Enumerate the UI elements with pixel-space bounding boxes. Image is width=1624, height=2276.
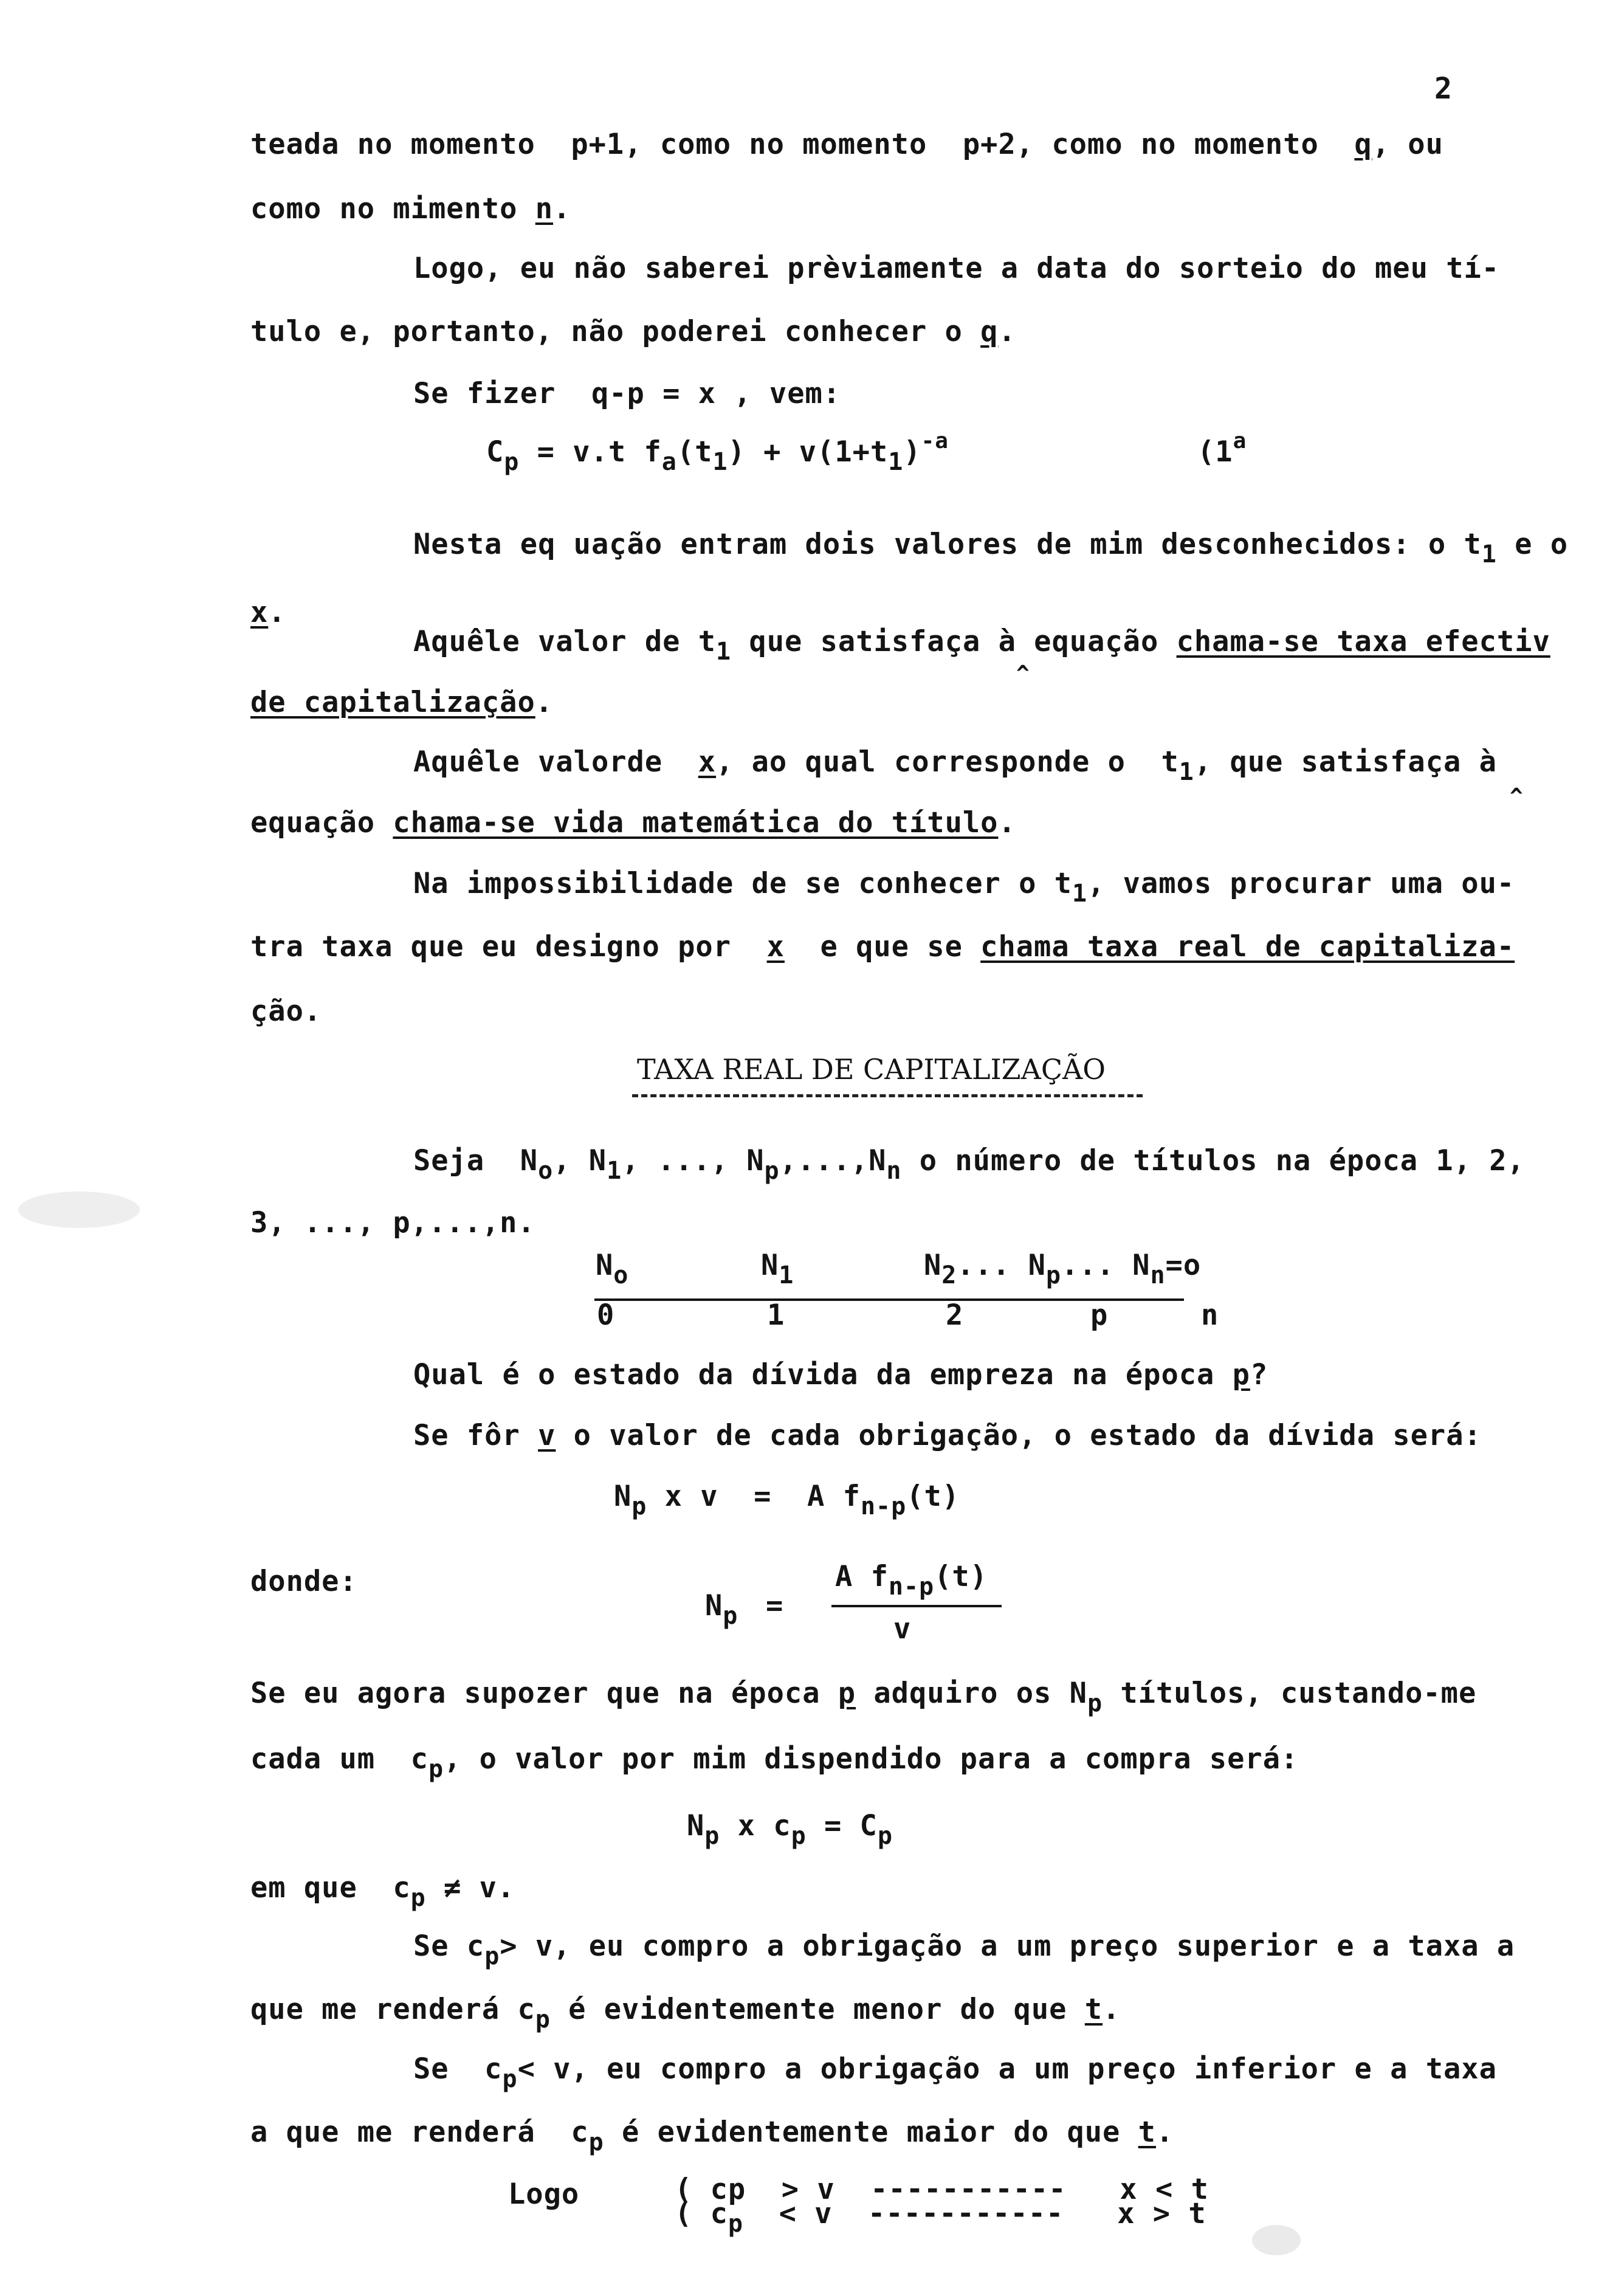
equation-3-numerator: A $f_{n-p}(t)$ xyxy=(835,1560,988,1601)
section-title: TAXA REAL DE CAPITALIZAÇÃO xyxy=(637,1053,1106,1086)
text-line: Aquêle valor de $t_1$ que satisfaça à equação chama-se taxa efectiv xyxy=(413,625,1550,666)
text-line: tulo e, portanto, não poderei conhecer o q. xyxy=(250,315,1016,348)
text-line: Na impossibilidade de se conhecer o $t_1$, vamos procurar uma ou- xyxy=(413,867,1515,908)
text-line: Logo, eu não saberei prèviamente a data do sorteio do meu tí- xyxy=(413,252,1500,285)
case-line-2: ( $c_p < v$ ----------- x > t xyxy=(675,2197,1206,2238)
text-line: que me renderá $c_p$ é evidentemente menor do que t. xyxy=(250,1993,1121,2033)
text-line: Se eu agora supozer que na época p adquiro os $N_p$ títulos, custando-me xyxy=(250,1677,1477,1717)
text-line: Logo xyxy=(508,2178,580,2211)
timeline-tick-label: 0 xyxy=(597,1298,615,1332)
equation-3-denominator: v xyxy=(893,1612,912,1646)
text-line: Se fôr v o valor de cada obrigação, o estado da dívida será: xyxy=(413,1419,1482,1452)
text-line: teada no momento p+1, como no momento p+2, como no momento q, ou xyxy=(250,128,1443,161)
scan-smudge xyxy=(1252,2225,1301,2255)
text-line: Seja $N_o$, $N_1$, ..., $N_p,...,N_n$ o número de títulos na época 1, 2, xyxy=(413,1144,1525,1185)
text-line: Se $c_p< v$, eu compro a obrigação a um preço inferior e a taxa xyxy=(413,2052,1497,2093)
text-line: Se fizer q-p = x , vem: xyxy=(413,377,841,410)
text-line: de capitalização. xyxy=(250,686,554,719)
caret-mark: ^ xyxy=(1510,784,1523,809)
equation-1: $C_p = v.t$ $f_a(t_1) + v(1+t_1)^{-a}$ xyxy=(486,429,949,476)
timeline-top: $N_o$ xyxy=(596,1249,629,1289)
title-dashed-rule xyxy=(632,1094,1143,1097)
text-line: cada um $c_p$, o valor por mim dispendido para a compra será: xyxy=(250,1742,1299,1783)
text-line: a que me renderá $c_p$ é evidentemente maior do que t. xyxy=(250,2116,1174,2156)
case-line-1: ( cp > v ----------- x < t xyxy=(675,2173,1209,2206)
text-line: 3, ..., p,...,n. xyxy=(250,1206,535,1240)
text-line: ção. xyxy=(250,995,322,1028)
text-line: x. xyxy=(250,596,286,629)
caret-mark: ^ xyxy=(1016,661,1030,686)
equation-2: $N_p$ x v = A $f_{n-p}(t)$ xyxy=(614,1480,960,1520)
timeline-top: $N_2$... $N_p$... $N_n=o$ xyxy=(924,1249,1202,1289)
timeline-top: $N_1$ xyxy=(761,1249,794,1289)
text-line: como no mimento n. xyxy=(250,192,571,226)
fraction-bar xyxy=(831,1605,1002,1607)
timeline-tick-label: n xyxy=(1201,1298,1219,1332)
page-number: 2 xyxy=(1434,72,1452,106)
text-line: Nesta eq uação entram dois valores de mim desconhecidos: o $t_1$ e o xyxy=(413,528,1569,568)
equation-3-lhs: $N_p$ xyxy=(705,1589,738,1630)
equation-3-equals: = xyxy=(766,1589,784,1623)
equation-4: $N_p$ x $c_p = C_p$ xyxy=(687,1809,893,1850)
text-line: em que $c_p \ne v$. xyxy=(250,1871,515,1912)
timeline-tick-label: p xyxy=(1090,1298,1109,1332)
timeline-tick-label: 2 xyxy=(946,1298,964,1332)
text-line: donde: xyxy=(250,1565,357,1598)
text-line: Aquêle valorde x, ao qual corresponde o $t_1$, que satisfaça à xyxy=(413,745,1497,786)
timeline-tick-label: 1 xyxy=(767,1298,785,1332)
scan-smudge xyxy=(18,1191,140,1228)
equation-1-label: (1$^a$ xyxy=(1197,429,1247,469)
text-line: Se $c_p> v$, eu compro a obrigação a um preço superior e a taxa a xyxy=(413,1929,1515,1970)
text-line: Qual é o estado da dívida da empreza na época p? xyxy=(413,1358,1268,1391)
text-line: tra taxa que eu designo por x e que se chama taxa real de capitaliza- xyxy=(250,930,1515,964)
text-line: equação chama-se vida matemática do título. xyxy=(250,806,1016,840)
